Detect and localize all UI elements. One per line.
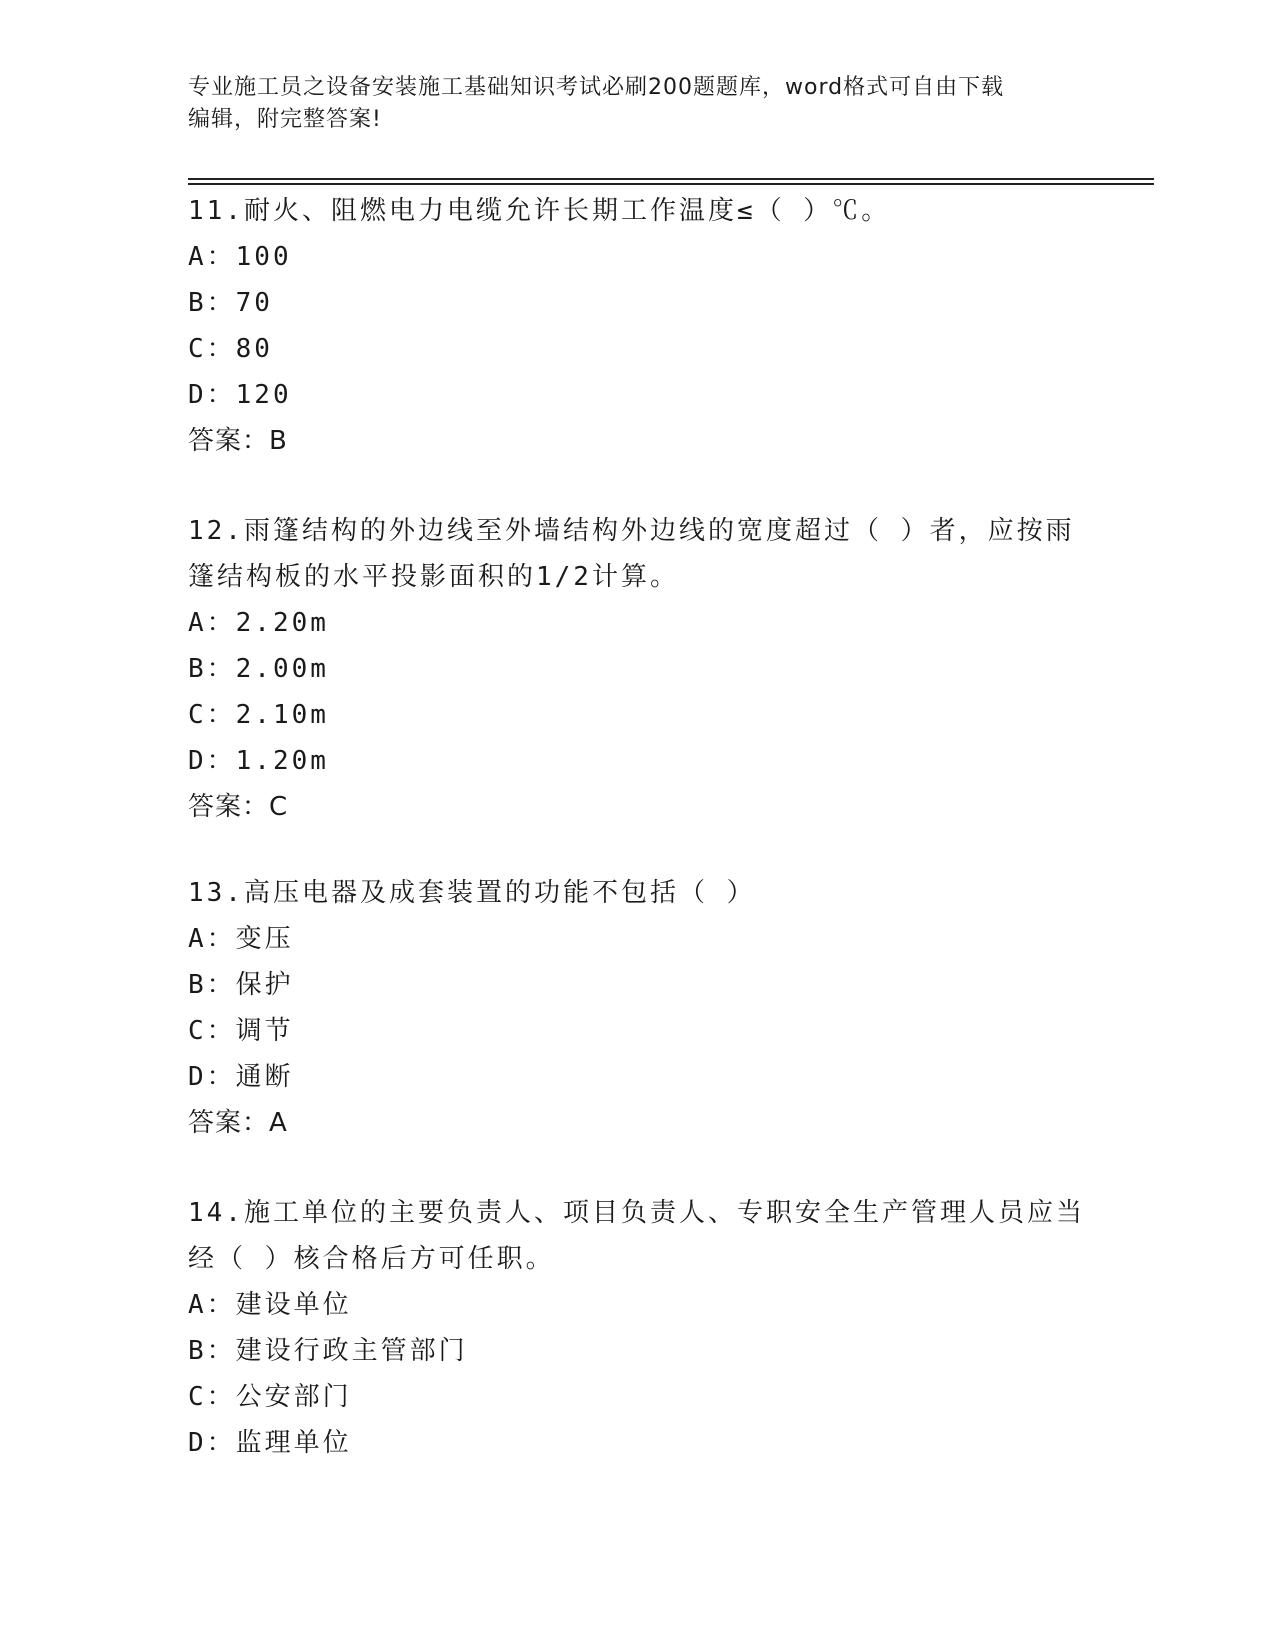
option-a: A：100: [188, 242, 292, 272]
option-b: B：2.00m: [188, 654, 329, 684]
question-block-13: [188, 870, 1088, 1146]
header-divider-top: [188, 178, 1154, 180]
question-stem-line-2: 经（ ）核合格后方可任职。: [188, 1244, 555, 1274]
question-block-14: [188, 1190, 1088, 1466]
option-a: A：建设单位: [188, 1290, 352, 1320]
option-d: D：监理单位: [188, 1428, 352, 1458]
question-stem-line-1: 14.施工单位的主要负责人、项目负责人、专职安全生产管理人员应当: [188, 1198, 1085, 1228]
option-d: D：120: [188, 380, 292, 410]
option-c: C：2.10m: [188, 700, 329, 730]
header-divider-bottom: [188, 183, 1154, 185]
question-stem-line-2: 篷结构板的水平投影面积的1/2计算。: [188, 562, 679, 592]
document-header: [188, 72, 1088, 136]
option-c: C：公安部门: [188, 1382, 352, 1412]
answer-line: 答案：C: [188, 792, 289, 822]
question-block-12: [188, 508, 1088, 830]
header-line-2: 编辑，附完整答案!: [188, 107, 382, 132]
option-c: C：调节: [188, 1016, 294, 1046]
option-a: A：2.20m: [188, 608, 329, 638]
option-b: B：建设行政主管部门: [188, 1336, 468, 1366]
option-d: D：通断: [188, 1062, 294, 1092]
question-stem: 11.耐火、阻燃电力电缆允许长期工作温度≤（ ）℃。: [188, 196, 891, 226]
answer-line: 答案：A: [188, 1108, 288, 1138]
option-d: D：1.20m: [188, 746, 329, 776]
answer-line: 答案：B: [188, 426, 288, 456]
header-line-1: 专业施工员之设备安装施工基础知识考试必刷200题题库，word格式可自由下载: [188, 75, 1005, 100]
question-block-11: [188, 188, 1088, 464]
option-b: B：保护: [188, 970, 294, 1000]
question-stem-line-1: 12.雨篷结构的外边线至外墙结构外边线的宽度超过（ ）者，应按雨: [188, 516, 1075, 546]
question-stem: 13.高压电器及成套装置的功能不包括（ ）: [188, 878, 756, 908]
option-b: B：70: [188, 288, 273, 318]
option-a: A：变压: [188, 924, 294, 954]
option-c: C：80: [188, 334, 273, 364]
